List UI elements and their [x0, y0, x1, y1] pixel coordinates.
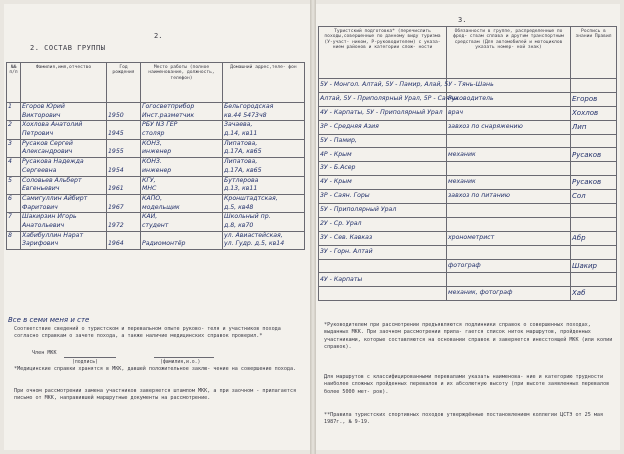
duty-cell	[447, 217, 571, 231]
member-row	[7, 213, 305, 231]
header-work: Место работы (полное наименование, должность, телефон)	[141, 63, 223, 103]
member-work: Гогосветприбор Инст.разметчик	[141, 103, 223, 121]
member-row	[7, 194, 305, 212]
duty-cell: завхоз по питанию	[447, 190, 571, 204]
signature-cell: Хаб	[571, 287, 617, 301]
experience-row	[319, 287, 617, 301]
experience-row	[319, 259, 617, 273]
name-caption: (фамилия,и.о.)	[160, 360, 201, 365]
member-year: 1954	[107, 158, 141, 176]
duty-cell: механик, фотограф	[447, 287, 571, 301]
member-year: 1961	[107, 176, 141, 194]
signature-cell	[571, 162, 617, 176]
member-number: 4	[7, 158, 21, 176]
signature-cell: Лип	[571, 120, 617, 134]
duty-cell: Руководитель	[447, 92, 571, 106]
experience-cell: 5У - Монгол. Алтай, 5У - Памир, Алай, 5У - Тянь-Шань	[319, 79, 447, 93]
member-number: 3	[7, 139, 21, 157]
right-footnote: *Руководителем при рассмотрении предъявляются подлинники справок о совершенных походах, выданных МКК. При заочном рассмотрении прила- гается список ниток маршрутов, пройденных участниками, которые составляются на основании справок и заверяется инесстоящей МКК (или копии справок).	[324, 322, 616, 351]
left-page	[4, 4, 310, 450]
duty-cell: завхоз по снаряжению	[447, 120, 571, 134]
right-page	[316, 4, 620, 450]
experience-cell: 4У - Карпаты, 5У - Приполярный Урал	[319, 106, 447, 120]
member-row	[7, 103, 305, 121]
signature-cell	[571, 273, 617, 287]
right-page-number: 3.	[458, 16, 467, 24]
member-name: Русакова Надежда Сергеевна	[21, 158, 107, 176]
member-year: 1955	[107, 139, 141, 157]
experience-cell: 3У - Горн. Алтай	[319, 245, 447, 259]
member-address: Кронштадтская, д.5, кв48	[223, 194, 305, 212]
signature-caption: (подпись)	[72, 360, 98, 365]
member-address: Бутлерова д.13, кв11	[223, 176, 305, 194]
name-line	[154, 357, 214, 358]
experience-cell: Алтай, 5У - Приполярный Урал, 5Р - Саяны	[319, 92, 447, 106]
experience-row	[319, 231, 617, 245]
header-year: Год рождения	[107, 63, 141, 103]
member-row	[7, 121, 305, 139]
group-members-table	[6, 62, 305, 250]
header-experience: Туристский подготовка* (перечислить походы,совершенные по данному виду туризма (У-участ- ником, Р-руководителем) с указа- нием районов и категории слож- ности	[319, 27, 447, 79]
left-page-title: 2. СОСТАВ ГРУППЫ	[30, 44, 106, 52]
header-address: Домашний адрес,теле- фон	[223, 63, 305, 103]
member-year: 1945	[107, 121, 141, 139]
member-work: КОНЗ. инженер	[141, 158, 223, 176]
signature-cell	[571, 245, 617, 259]
right-footnote-2: Для маршрутов с классифицированными перевалами указать наименова- ние и категорию трудности наиболее сложных пройденных перевалов и их абсолютную высоту (при высоте заявленных перевалов более 5000 мет- ров).	[324, 374, 613, 395]
experience-cell: 3Р - Саян. Горы	[319, 190, 447, 204]
experience-cell: 3Р - Средняя Азия	[319, 120, 447, 134]
experience-cell: 3У - Сев. Кавказ	[319, 231, 447, 245]
experience-row	[319, 162, 617, 176]
header-num: №№ п/п	[7, 63, 21, 103]
experience-table	[318, 26, 617, 301]
left-footnote: *Медицинские справки хранятся в МКК, давшей положительное заклю- чение на совершение похода.	[14, 366, 297, 372]
experience-cell: 4У - Карпаты	[319, 273, 447, 287]
member-name: Хабибуллин Нарат Зарифович	[21, 231, 107, 249]
member-address: Бельгородская кв.44 5473ч8	[223, 103, 305, 121]
experience-cell: 5У - Памир,	[319, 134, 447, 148]
member-work: Радиомонтёр	[141, 231, 223, 249]
duty-cell: врач	[447, 106, 571, 120]
member-row	[7, 158, 305, 176]
signature-cell	[571, 79, 617, 93]
signature-cell: Русаков	[571, 148, 617, 162]
experience-cell: 3У - Б.Асер	[319, 162, 447, 176]
member-label: Член МКК	[32, 350, 57, 356]
experience-row	[319, 106, 617, 120]
member-work: КГУ, МНС	[141, 176, 223, 194]
member-number: 2	[7, 121, 21, 139]
left-footnote-2: При очном рассмотрении замена участников заверяется штампом МКК, а при заочном - прилагается письмо от МКК, направившей маршрутные документы на рассмотрение.	[14, 388, 300, 402]
experience-row	[319, 245, 617, 259]
experience-cell: 4У - Крым	[319, 176, 447, 190]
experience-cell: 2У - Ср. Урал	[319, 217, 447, 231]
signature-cell: Русаков	[571, 176, 617, 190]
duty-cell: хронометрист	[447, 231, 571, 245]
member-year: 1964	[107, 231, 141, 249]
duty-cell	[447, 162, 571, 176]
duty-cell	[447, 273, 571, 287]
member-address: ул. Авиастейская, ул. Гудр. д.5, кв14	[223, 231, 305, 249]
signature-line	[64, 357, 116, 358]
header-name: Фамилия,имя,отчество	[21, 63, 107, 103]
experience-row	[319, 120, 617, 134]
member-name: Соловьев Альберт Евгеньевич	[21, 176, 107, 194]
member-row	[7, 231, 305, 249]
member-work: КАПО, модельщик	[141, 194, 223, 212]
signature-cell: Абр	[571, 231, 617, 245]
duty-cell	[447, 204, 571, 218]
experience-row	[319, 176, 617, 190]
experience-cell	[319, 259, 447, 273]
signature-cell	[571, 204, 617, 218]
experience-row	[319, 217, 617, 231]
experience-row	[319, 273, 617, 287]
member-name: Русаков Сергей Александрович	[21, 139, 107, 157]
left-footer-text: Соответствие сведений о туристском и перевальном опыте руково- теля и участников похода согласно справкам о зачете похода, а также наличие медицинских справок проверил.*	[14, 326, 284, 340]
experience-row	[319, 190, 617, 204]
member-number: 5	[7, 176, 21, 194]
member-row	[7, 176, 305, 194]
duty-cell: механик	[447, 176, 571, 190]
experience-row	[319, 204, 617, 218]
signature-cell	[571, 134, 617, 148]
member-address: Липатова, д.17А, кв65	[223, 139, 305, 157]
experience-cell: 5У - Приполярный Урал	[319, 204, 447, 218]
member-year: 1972	[107, 213, 141, 231]
handwritten-note: Все в семи меня и сте	[8, 316, 90, 324]
experience-row	[319, 79, 617, 93]
member-address: Школьный пр. д.8, кв70	[223, 213, 305, 231]
left-page-number: 2.	[154, 32, 163, 40]
duty-cell	[447, 134, 571, 148]
header-duty: Обязанности в группе, распределенные по фрод- ствам сплава и другим транспортным средствам (Для автомобилей и мотоциклов указать номер- ной знак)	[447, 27, 571, 79]
duty-cell: механик	[447, 148, 571, 162]
member-work: КАИ, студент	[141, 213, 223, 231]
signature-cell: Егоров	[571, 92, 617, 106]
experience-cell: 4Р - Крым	[319, 148, 447, 162]
member-year: 1967	[107, 194, 141, 212]
duty-cell: фотограф	[447, 259, 571, 273]
table-header-row	[7, 63, 305, 103]
experience-row	[319, 134, 617, 148]
right-footnote-3: **Правила туристских спортивных походов утверждённые постановлением коллегии ЦСТЭ от 25 мая 1987г., № 9-19.	[324, 412, 607, 426]
member-number: 6	[7, 194, 21, 212]
member-number: 1	[7, 103, 21, 121]
member-row	[7, 139, 305, 157]
member-work: КОНЗ, инженер	[141, 139, 223, 157]
member-address: Липатова, д.17А, кв65	[223, 158, 305, 176]
member-name: Егоров Юрий Викторович	[21, 103, 107, 121]
member-name: Хохлова Анатолий Петрович	[21, 121, 107, 139]
experience-row	[319, 92, 617, 106]
member-year: 1950	[107, 103, 141, 121]
signature-cell: Хохлов	[571, 106, 617, 120]
duty-cell	[447, 245, 571, 259]
member-number: 7	[7, 213, 21, 231]
experience-cell	[319, 287, 447, 301]
member-number: 8	[7, 231, 21, 249]
member-name: Шакирзин Игорь Анатольевич	[21, 213, 107, 231]
signature-cell: Сол	[571, 190, 617, 204]
signature-cell	[571, 217, 617, 231]
header-signature: Роспись в знании Правил	[571, 27, 617, 79]
experience-row	[319, 148, 617, 162]
member-name: Самигуллин Айбирт Фаритович	[21, 194, 107, 212]
signature-cell: Шакир	[571, 259, 617, 273]
experience-header-row	[319, 27, 617, 79]
member-address: Зачаева, д.14, кв11	[223, 121, 305, 139]
member-work: РБУ N3 ГЕР столяр	[141, 121, 223, 139]
